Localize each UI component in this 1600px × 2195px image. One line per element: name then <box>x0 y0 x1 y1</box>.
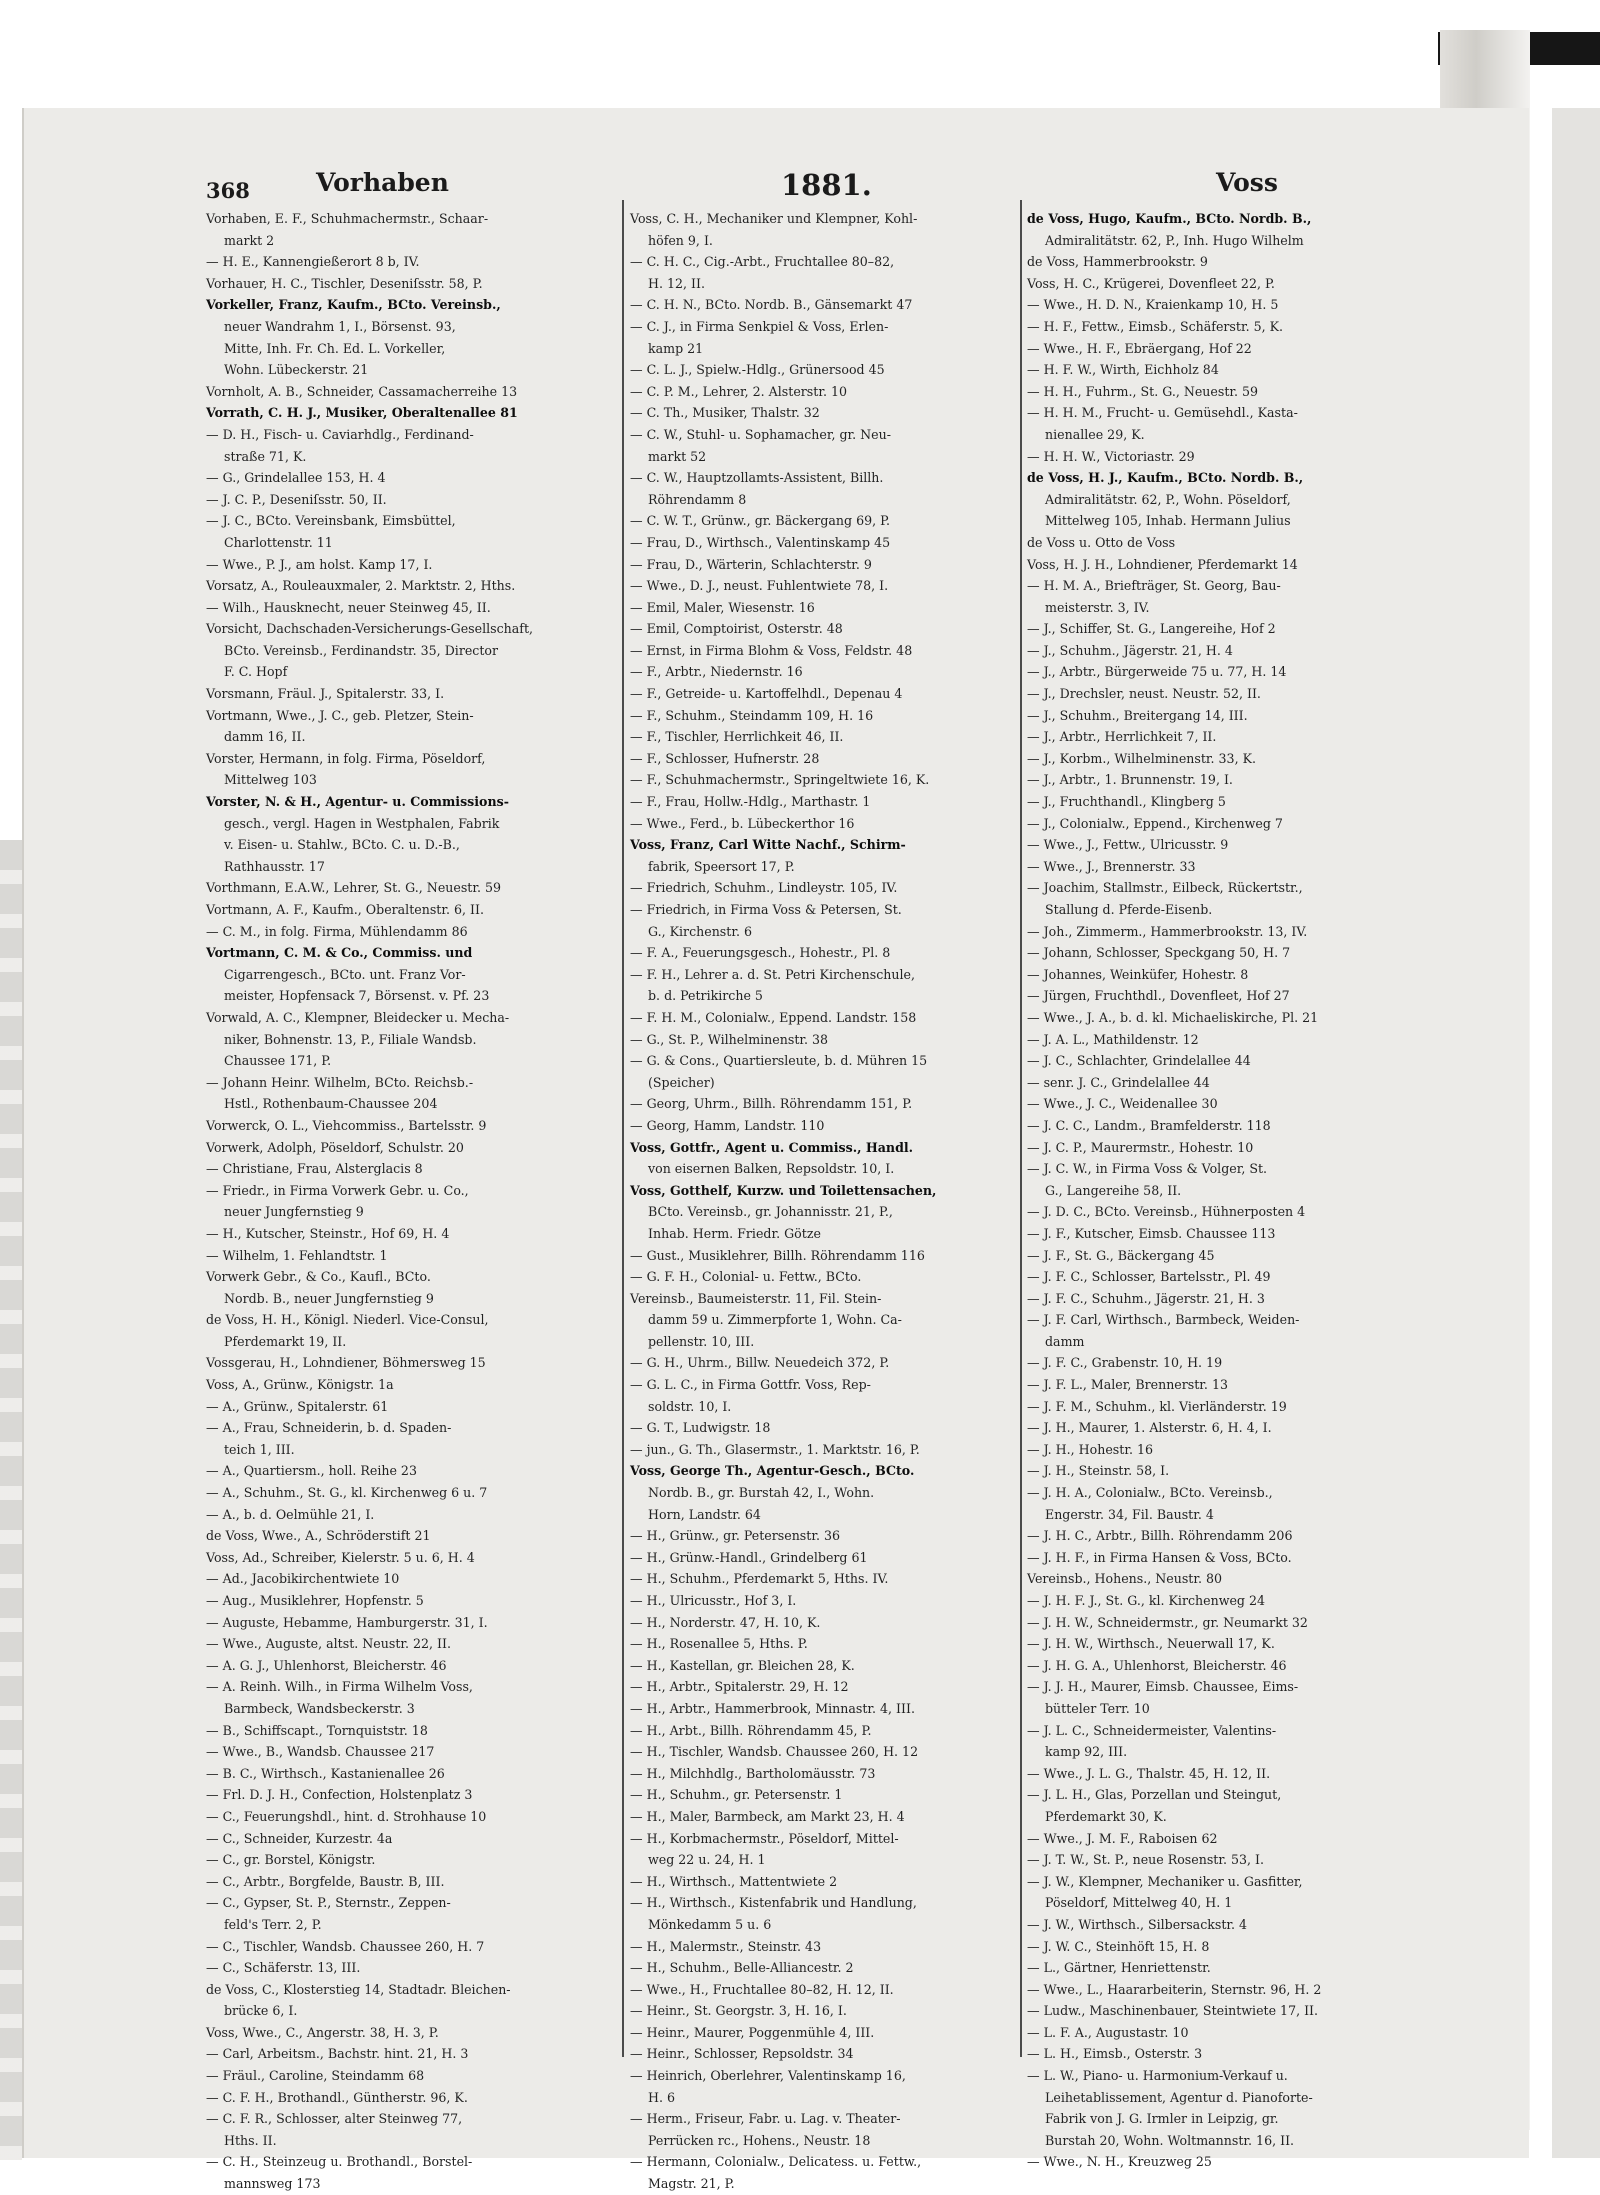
directory-entry: Voss, A., Grünw., Königstr. 1a <box>206 1377 394 1393</box>
directory-entry: pellenstr. 10, III. <box>648 1333 755 1349</box>
directory-entry: Vorkeller, Franz, Kaufm., BCto. Vereinsb., <box>206 297 501 313</box>
directory-entry: Voss, Wwe., C., Angerstr. 38, H. 3, P. <box>206 2024 439 2040</box>
directory-entry: Mittelweg 105, Inhab. Hermann Julius <box>1045 513 1291 529</box>
directory-entry: — C., gr. Borstel, Königstr. <box>206 1852 376 1868</box>
directory-entry: — J. W., Klempner, Mechaniker u. Gasfitter, <box>1027 1873 1303 1889</box>
directory-entry: — H., Malermstr., Steinstr. 43 <box>630 1938 822 1954</box>
directory-entry: — C. Th., Musiker, Thalstr. 32 <box>630 405 820 421</box>
directory-entry: — senr. J. C., Grindelallee 44 <box>1027 1074 1210 1090</box>
directory-entry: de Voss, Hugo, Kaufm., BCto. Nordb. B., <box>1027 211 1312 226</box>
directory-entry: fabrik, Speersort 17, P. <box>648 858 795 874</box>
directory-entry: — A., Grünw., Spitalerstr. 61 <box>206 1398 389 1414</box>
directory-entry: G., Langereihe 58, II. <box>1045 1182 1182 1198</box>
directory-entry: Cigarrengesch., BCto. unt. Franz Vor- <box>224 966 466 982</box>
directory-entry: — F., Tischler, Herrlichkeit 46, II. <box>630 729 844 745</box>
directory-entry: Voss, Franz, Carl Witte Nachf., Schirm- <box>630 837 906 853</box>
directory-entry: markt 2 <box>224 232 275 248</box>
directory-entry: — Wwe., J. A., b. d. kl. Michaeliskirche, Pl. 21 <box>1027 1009 1319 1025</box>
directory-entry: Vorsicht, Dachschaden-Versicherungs-Gesellschaft, <box>206 621 534 637</box>
page-header <box>206 168 1426 208</box>
directory-entry: — C. W. T., Grünw., gr. Bäckergang 69, P. <box>630 513 891 529</box>
directory-entry: — C. H., Steinzeug u. Brothandl., Borstel- <box>206 2154 473 2170</box>
directory-entry: — C. W., Stuhl- u. Sophamacher, gr. Neu- <box>630 426 891 442</box>
directory-entry: — J. D. C., BCto. Vereinsb., Hühnerposten 4 <box>1027 1204 1306 1220</box>
directory-entry: Perrücken rc., Hohens., Neustr. 18 <box>648 2132 871 2148</box>
directory-entry: — J. A. L., Mathildenstr. 12 <box>1027 1031 1199 1047</box>
directory-entry: Hstl., Rothenbaum-Chaussee 204 <box>224 1096 438 1112</box>
directory-entry: — C. P. M., Lehrer, 2. Alsterstr. 10 <box>630 383 847 399</box>
directory-entry: — Wwe., H. D. N., Kraienkamp 10, H. 5 <box>1027 297 1279 313</box>
directory-entry: — J. F. C., Schuhm., Jägerstr. 21, H. 3 <box>1027 1290 1265 1306</box>
directory-entry: damm 16, II. <box>224 729 306 745</box>
directory-entry: — A. Reinh. Wilh., in Firma Wilhelm Voss, <box>206 1679 473 1695</box>
directory-entry: — J. C. W., in Firma Voss & Volger, St. <box>1027 1161 1268 1177</box>
directory-entry: Voss, H. C., Krügerei, Dovenfleet 22, P. <box>1027 275 1275 291</box>
directory-entry: de Voss, Wwe., A., Schröderstift 21 <box>206 1528 431 1544</box>
directory-entry: — J., Schiffer, St. G., Langereihe, Hof 2 <box>1027 621 1276 637</box>
directory-entry: — H., Kutscher, Steinstr., Hof 69, H. 4 <box>206 1225 450 1241</box>
directory-entry: Leihetablissement, Agentur d. Pianoforte- <box>1045 2089 1313 2105</box>
directory-entry: — Christiane, Frau, Alsterglacis 8 <box>206 1161 423 1177</box>
directory-entry: — Wwe., J. L. G., Thalstr. 45, H. 12, II. <box>1027 1765 1271 1781</box>
directory-entry: Engerstr. 34, Fil. Baustr. 4 <box>1045 1506 1214 1522</box>
directory-entry: — G. T., Ludwigstr. 18 <box>630 1420 771 1436</box>
directory-entry: Vorster, Hermann, in folg. Firma, Pöseldorf, <box>206 750 486 766</box>
directory-entry: — Jürgen, Fruchthdl., Dovenfleet, Hof 27 <box>1027 988 1290 1004</box>
directory-entry: — H., Schuhm., gr. Petersenstr. 1 <box>630 1787 843 1803</box>
directory-entry: — J. W. C., Steinhöft 15, H. 8 <box>1027 1938 1210 1954</box>
directory-entry: — Wwe., B., Wandsb. Chaussee 217 <box>206 1744 435 1760</box>
directory-entry: — H., Ulricusstr., Hof 3, I. <box>630 1593 797 1608</box>
directory-entry: Horn, Landstr. 64 <box>648 1506 761 1522</box>
directory-entry: Vorwerk, Adolph, Pöseldorf, Schulstr. 20 <box>206 1139 464 1155</box>
directory-entry: Mönkedamm 5 u. 6 <box>648 1916 772 1932</box>
directory-entry: — Carl, Arbeitsm., Bachstr. hint. 21, H. 3 <box>206 2046 469 2062</box>
directory-entry: niker, Bohnenstr. 13, P., Filiale Wandsb. <box>224 1031 477 1047</box>
directory-entry: — D. H., Fisch- u. Caviarhdlg., Ferdinand- <box>206 426 474 442</box>
directory-entry: — C. J., in Firma Senkpiel & Voss, Erlen- <box>630 318 889 334</box>
directory-entry: — C., Schneider, Kurzestr. 4a <box>206 1830 393 1846</box>
directory-entry: — Friedr., in Firma Vorwerk Gebr. u. Co., <box>206 1182 469 1198</box>
directory-entry: — Heinr., St. Georgstr. 3, H. 16, I. <box>630 2003 847 2019</box>
directory-entry: Inhab. Herm. Friedr. Götze <box>648 1225 821 1241</box>
directory-entry: Vorster, N. & H., Agentur- u. Commissions- <box>206 794 509 810</box>
directory-entry: — C., Feuerungshdl., hint. d. Strohhause 10 <box>206 1808 487 1824</box>
directory-entry: — Georg, Hamm, Landstr. 110 <box>630 1117 825 1133</box>
directory-column-2 <box>630 208 1050 2192</box>
directory-entry: — J. H. A., Colonialw., BCto. Vereinsb., <box>1027 1485 1273 1501</box>
directory-entry: — Wwe., J., Brennerstr. 33 <box>1027 858 1196 874</box>
directory-entry: Voss, Gotthelf, Kurzw. und Toilettensachen, <box>630 1182 937 1198</box>
directory-entry: — Johann Heinr. Wilhelm, BCto. Reichsb.- <box>206 1074 474 1090</box>
directory-entry: damm 59 u. Zimmerpforte 1, Wohn. Ca- <box>648 1312 902 1328</box>
directory-entry: — C., Arbtr., Borgfelde, Baustr. B, III. <box>206 1873 445 1889</box>
directory-entry: — H., Wirthsch., Mattentwiete 2 <box>630 1873 838 1889</box>
directory-entry: — Wwe., J. C., Weidenallee 30 <box>1027 1096 1218 1112</box>
directory-entry: — Hermann, Colonialw., Delicatess. u. Fettw., <box>630 2154 922 2170</box>
running-head-last-name: Voss <box>1216 168 1278 197</box>
directory-entry: — J. F. Carl, Wirthsch., Barmbeck, Weiden- <box>1027 1312 1300 1328</box>
directory-entry: — J. C. P., Deseniſsstr. 50, II. <box>206 491 387 507</box>
directory-entry: — H., Arbt., Billh. Röhrendamm 45, P. <box>630 1722 872 1738</box>
directory-entry: — J. F., Kutscher, Eimsb. Chaussee 113 <box>1027 1225 1276 1241</box>
directory-entry: — H. E., Kannengießerort 8 b, IV. <box>206 254 420 270</box>
directory-entry: Voss, H. J. H., Lohndiener, Pferdemarkt 14 <box>1027 556 1298 572</box>
directory-entry: — F., Getreide- u. Kartoffelhdl., Depenau 4 <box>630 686 903 702</box>
directory-entry: — J. H. G. A., Uhlenhorst, Bleicherstr. 46 <box>1027 1657 1287 1673</box>
directory-entry: — J. C. C., Landm., Bramfelderstr. 118 <box>1027 1117 1271 1133</box>
directory-entry: Vornholt, A. B., Schneider, Cassamacherreihe 13 <box>206 383 518 399</box>
directory-entry: — J. H. W., Wirthsch., Neuerwall 17, K. <box>1027 1636 1275 1652</box>
directory-entry: — H. F., Fettw., Eimsb., Schäferstr. 5, K. <box>1027 318 1284 334</box>
directory-entry: — G. F. H., Colonial- u. Fettw., BCto. <box>630 1269 862 1285</box>
directory-entry: Vereinsb., Hohens., Neustr. 80 <box>1027 1571 1223 1587</box>
directory-entry: — G. L. C., in Firma Gottfr. Voss, Rep- <box>630 1377 871 1393</box>
directory-entry: Vorhaben, E. F., Schuhmachermstr., Schaar- <box>206 211 489 226</box>
directory-entry: — J., Fruchthandl., Klingberg 5 <box>1027 794 1226 810</box>
directory-entry: — J. W., Wirthsch., Silbersackstr. 4 <box>1027 1916 1248 1932</box>
directory-entry: — J. H., Maurer, 1. Alsterstr. 6, H. 4, I. <box>1027 1420 1272 1436</box>
directory-entry: Mitte, Inh. Fr. Ch. Ed. L. Vorkeller, <box>224 340 446 356</box>
directory-entry: meister, Hopfensack 7, Börsenst. v. Pf. 23 <box>224 988 490 1004</box>
directory-entry: — Friedrich, in Firma Voss & Petersen, St. <box>630 902 902 917</box>
directory-entry: Vereinsb., Baumeisterstr. 11, Fil. Stein- <box>630 1290 882 1306</box>
directory-entry: Vorwerck, O. L., Viehcommiss., Bartelsstr. 9 <box>206 1117 487 1133</box>
running-head-first-name: Vorhaben <box>316 168 449 197</box>
directory-entry: — H., Schuhm., Pferdemarkt 5, Hths. IV. <box>630 1571 889 1587</box>
directory-entry: BCto. Vereinsb., Ferdinandstr. 35, Director <box>224 642 499 658</box>
directory-entry: Pöseldorf, Mittelweg 40, H. 1 <box>1045 1895 1233 1911</box>
directory-entry: — H. M. A., Briefträger, St. Georg, Bau- <box>1027 578 1281 594</box>
directory-entry: — H., Schuhm., Belle-Alliancestr. 2 <box>630 1960 854 1976</box>
directory-entry: — G., St. P., Wilhelminenstr. 38 <box>630 1031 829 1047</box>
directory-entry: teich 1, III. <box>224 1441 295 1457</box>
directory-entry: — H. H. W., Victoriastr. 29 <box>1027 448 1195 464</box>
directory-column-1 <box>206 208 626 2192</box>
directory-entry: — J. H. C., Arbtr., Billh. Röhrendamm 206 <box>1027 1528 1293 1544</box>
directory-entry: de Voss, H. J., Kaufm., BCto. Nordb. B., <box>1027 470 1304 486</box>
directory-entry: — F. H., Lehrer a. d. St. Petri Kirchenschule, <box>630 966 915 982</box>
directory-entry: — Georg, Uhrm., Billh. Röhrendamm 151, P. <box>630 1096 913 1112</box>
directory-entry: Rathhausstr. 17 <box>224 858 325 874</box>
directory-entry: kamp 92, III. <box>1045 1744 1128 1760</box>
directory-entry: — B., Schiffscapt., Tornquiststr. 18 <box>206 1722 428 1738</box>
directory-entry: — J. T. W., St. P., neue Rosenstr. 53, I. <box>1027 1852 1265 1868</box>
directory-entry: — H., Rosenallee 5, Hths. P. <box>630 1636 808 1652</box>
directory-entry: — J. F. C., Schlosser, Bartelsstr., Pl. 49 <box>1027 1269 1271 1285</box>
directory-entry: — F., Schlosser, Hufnerstr. 28 <box>630 750 820 766</box>
directory-entry: — C., Schäferstr. 13, III. <box>206 1960 361 1976</box>
directory-entry: Vorsmann, Fräul. J., Spitalerstr. 33, I. <box>206 686 445 702</box>
directory-entry: — Wwe., Ferd., b. Lübeckerthor 16 <box>630 815 855 831</box>
directory-entry: Charlottenstr. 11 <box>224 534 333 550</box>
directory-entry: — H., Kastellan, gr. Bleichen 28, K. <box>630 1657 855 1673</box>
directory-entry: — F., Schuhmachermstr., Springeltwiete 16, K. <box>630 772 930 788</box>
directory-entry: — Wwe., N. H., Kreuzweg 25 <box>1027 2154 1212 2170</box>
directory-entry: — Wilh., Hausknecht, neuer Steinweg 45, II. <box>206 599 491 615</box>
directory-entry: Admiralitätstr. 62, P., Inh. Hugo Wilhelm <box>1045 232 1304 248</box>
directory-entry: Voss, C. H., Mechaniker und Klempner, Kohl- <box>630 211 918 226</box>
scan-margin-top <box>0 0 1600 32</box>
directory-entry: — Fräul., Caroline, Steindamm 68 <box>206 2068 425 2084</box>
directory-entry: soldstr. 10, I. <box>648 1398 732 1414</box>
directory-entry: — J. C., Schlachter, Grindelallee 44 <box>1027 1053 1251 1069</box>
directory-entry: — H., Milchhdlg., Bartholomäusstr. 73 <box>630 1765 876 1781</box>
directory-entry: — Wwe., Auguste, altst. Neustr. 22, II. <box>206 1636 452 1652</box>
directory-entry: — J. H. F., in Firma Hansen & Voss, BCto. <box>1027 1549 1292 1565</box>
directory-entry: — J., Drechsler, neust. Neustr. 52, II. <box>1027 686 1261 702</box>
directory-entry: Wohn. Lübeckerstr. 21 <box>224 362 369 378</box>
directory-entry: Nordb. B., gr. Burstah 42, I., Wohn. <box>648 1485 875 1501</box>
directory-entry: höfen 9, I. <box>648 232 713 248</box>
directory-entry: gesch., vergl. Hagen in Westphalen, Fabrik <box>224 815 500 831</box>
directory-entry: — J., Colonialw., Eppend., Kirchenweg 7 <box>1027 815 1283 831</box>
directory-entry: Chaussee 171, P. <box>224 1053 332 1069</box>
directory-entry: — G. & Cons., Quartiersleute, b. d. Mühren 15 <box>630 1053 928 1069</box>
directory-entry: Vorsatz, A., Rouleauxmaler, 2. Marktstr. 2, Hths. <box>206 578 516 594</box>
directory-entry: Admiralitätstr. 62, P., Wohn. Pöseldorf, <box>1045 491 1291 507</box>
directory-entry: BCto. Vereinsb., gr. Johannisstr. 21, P., <box>648 1204 893 1220</box>
directory-entry: — H., Tischler, Wandsb. Chaussee 260, H. 12 <box>630 1744 919 1760</box>
directory-entry: — B. C., Wirthsch., Kastanienallee 26 <box>206 1765 445 1781</box>
directory-entry: — L. F. A., Augustastr. 10 <box>1027 2024 1189 2040</box>
directory-entry: — F., Frau, Hollw.-Hdlg., Marthastr. 1 <box>630 794 871 810</box>
directory-entry: Pferdemarkt 19, II. <box>224 1333 347 1349</box>
directory-entry: — Ludw., Maschinenbauer, Steintwiete 17, II. <box>1027 2003 1319 2019</box>
directory-entry: — J. C., BCto. Vereinsbank, Eimsbüttel, <box>206 513 456 529</box>
directory-entry: — H., Norderstr. 47, H. 10, K. <box>630 1614 821 1630</box>
directory-entry: — L. W., Piano- u. Harmonium-Verkauf u. <box>1027 2068 1288 2084</box>
directory-entry: — C. F. H., Brothandl., Güntherstr. 96, K. <box>206 2089 468 2105</box>
directory-entry: G., Kirchenstr. 6 <box>648 923 752 939</box>
directory-entry: Nordb. B., neuer Jungfernstieg 9 <box>224 1290 434 1306</box>
directory-entry: — Emil, Comptoirist, Osterstr. 48 <box>630 621 843 637</box>
directory-entry: — Wwe., H., Fruchtallee 80–82, H. 12, II. <box>630 1981 894 1997</box>
directory-entry: Röhrendamm 8 <box>648 491 747 507</box>
directory-entry: — F., Arbtr., Niedernstr. 16 <box>630 664 803 680</box>
directory-entry: — F., Schuhm., Steindamm 109, H. 16 <box>630 707 874 723</box>
directory-entry: — Frl. D. J. H., Confection, Holstenplatz 3 <box>206 1787 473 1803</box>
directory-entry: — Frau, D., Wärterin, Schlachterstr. 9 <box>630 556 872 572</box>
directory-entry: — Johannes, Weinküfer, Hohestr. 8 <box>1027 966 1249 982</box>
directory-entry: — J. F. L., Maler, Brennerstr. 13 <box>1027 1377 1228 1393</box>
directory-entry: — J., Arbtr., Herrlichkeit 7, II. <box>1027 729 1217 745</box>
directory-entry: — J. F., St. G., Bäckergang 45 <box>1027 1247 1215 1263</box>
directory-entry: — Wwe., D. J., neust. Fuhlentwiete 78, I. <box>630 578 889 594</box>
directory-entry: — C. M., in folg. Firma, Mühlendamm 86 <box>206 923 468 939</box>
directory-entry: Burstah 20, Wohn. Woltmannstr. 16, II. <box>1045 2132 1295 2148</box>
directory-entry: — Heinr., Maurer, Poggenmühle 4, III. <box>630 2024 875 2040</box>
directory-entry: — H., Maler, Barmbeck, am Markt 23, H. 4 <box>630 1808 905 1824</box>
directory-entry: Vossgerau, H., Lohndiener, Böhmersweg 15 <box>206 1355 486 1371</box>
directory-entry: — J. H. F. J., St. G., kl. Kirchenweg 24 <box>1027 1593 1266 1608</box>
directory-entry: Vortmann, Wwe., J. C., geb. Pletzer, Stein- <box>206 707 474 723</box>
directory-entry: — H., Korbmachermstr., Pöseldorf, Mittel- <box>630 1830 899 1846</box>
directory-entry: — A., Quartiersm., holl. Reihe 23 <box>206 1463 417 1479</box>
directory-entry: — J., Schuhm., Breitergang 14, III. <box>1027 707 1248 723</box>
directory-entry: (Speicher) <box>648 1074 715 1090</box>
directory-entry: Mittelweg 103 <box>224 772 317 788</box>
directory-entry: b. d. Petrikirche 5 <box>648 988 763 1004</box>
directory-entry: Vorthmann, E.A.W., Lehrer, St. G., Neuestr. 59 <box>206 880 502 896</box>
directory-entry: — J. H., Steinstr. 58, I. <box>1027 1463 1170 1479</box>
directory-entry: F. C. Hopf <box>224 664 288 680</box>
adjacent-page-edge <box>1552 108 1600 2158</box>
directory-entry: — C. H. N., BCto. Nordb. B., Gänsemarkt 47 <box>630 297 913 313</box>
directory-entry: — Wwe., H. F., Ebräergang, Hof 22 <box>1027 340 1252 356</box>
directory-entry: — Joh., Zimmerm., Hammerbrookstr. 13, IV. <box>1027 923 1308 939</box>
directory-entry: — H., Arbtr., Hammerbrook, Minnastr. 4, III. <box>630 1700 915 1716</box>
directory-entry: de Voss u. Otto de Voss <box>1027 534 1176 550</box>
directory-entry: — L., Gärtner, Henriettenstr. <box>1027 1960 1211 1976</box>
directory-entry: — J. L. C., Schneidermeister, Valentins- <box>1027 1722 1277 1738</box>
directory-entry: — A., b. d. Oelmühle 21, I. <box>206 1506 375 1522</box>
directory-entry: de Voss, Hammerbrookstr. 9 <box>1027 254 1208 270</box>
directory-entry: — Frau, D., Wirthsch., Valentinskamp 45 <box>630 534 891 550</box>
directory-entry: — jun., G. Th., Glasermstr., 1. Marktstr. 16, P. <box>630 1441 920 1457</box>
directory-entry: — A., Schuhm., St. G., kl. Kirchenweg 6 u. 7 <box>206 1485 488 1501</box>
directory-entry: weg 22 u. 24, H. 1 <box>648 1852 766 1868</box>
directory-entry: Magstr. 21, P. <box>648 2176 735 2192</box>
directory-entry: Hths. II. <box>224 2132 277 2148</box>
directory-entry: bütteler Terr. 10 <box>1045 1700 1150 1716</box>
directory-entry: — H., Grünw.-Handl., Grindelberg 61 <box>630 1549 868 1565</box>
directory-entry: kamp 21 <box>648 340 704 356</box>
directory-entry: — J. L. H., Glas, Porzellan und Steingut, <box>1027 1787 1282 1803</box>
directory-entry: Barmbeck, Wandsbeckerstr. 3 <box>224 1700 415 1716</box>
directory-entry: — J. H. W., Schneidermstr., gr. Neumarkt 32 <box>1027 1614 1308 1630</box>
directory-entry: — Gust., Musiklehrer, Billh. Röhrendamm 116 <box>630 1247 925 1263</box>
directory-entry: — Joachim, Stallmstr., Eilbeck, Rückertstr., <box>1027 880 1303 896</box>
directory-entry: Stallung d. Pferde-Eisenb. <box>1045 902 1213 917</box>
directory-entry: Vorhauer, H. C., Tischler, Deseniſsstr. 58, P. <box>206 275 483 291</box>
directory-entry: Voss, George Th., Agentur-Gesch., BCto. <box>630 1463 915 1479</box>
directory-entry: — H., Arbtr., Spitalerstr. 29, H. 12 <box>630 1679 849 1695</box>
directory-entry: H. 6 <box>648 2089 676 2105</box>
directory-year: 1881. <box>781 168 872 202</box>
directory-entry: — Emil, Maler, Wiesenstr. 16 <box>630 599 815 615</box>
directory-entry: — H. H., Fuhrm., St. G., Neuestr. 59 <box>1027 383 1259 399</box>
directory-entry: Voss, Ad., Schreiber, Kielerstr. 5 u. 6, H. 4 <box>206 1549 475 1565</box>
directory-entry: nienallee 29, K. <box>1045 426 1145 442</box>
directory-entry: Fabrik von J. G. Irmler in Leipzig, gr. <box>1045 2111 1279 2127</box>
directory-entry: — J. J. H., Maurer, Eimsb. Chaussee, Eims- <box>1027 1679 1299 1695</box>
directory-entry: — J., Schuhm., Jägerstr. 21, H. 4 <box>1027 642 1233 658</box>
directory-column-3 <box>1027 208 1447 2170</box>
directory-entry: — H. H. M., Frucht- u. Gemüsehdl., Kasta- <box>1027 405 1298 421</box>
directory-entry: von eisernen Balken, Repsoldstr. 10, I. <box>648 1161 895 1177</box>
directory-entry: — H., Grünw., gr. Petersenstr. 36 <box>630 1528 841 1544</box>
bleed-through-edge <box>0 840 22 2160</box>
directory-entry: — Heinrich, Oberlehrer, Valentinskamp 16, <box>630 2068 906 2084</box>
directory-entry: — C. F. R., Schlosser, alter Steinweg 77, <box>206 2111 463 2127</box>
directory-entry: Vorwald, A. C., Klempner, Bleidecker u. Mecha- <box>206 1009 510 1025</box>
directory-entry: H. 12, II. <box>648 275 705 291</box>
directory-entry: — G., Grindelallee 153, H. 4 <box>206 470 386 486</box>
directory-entry: — Ernst, in Firma Blohm & Voss, Feldstr. 48 <box>630 642 913 658</box>
directory-entry: Vortmann, C. M. & Co., Commiss. und <box>206 945 473 961</box>
directory-entry: — Ad., Jacobikirchentwiete 10 <box>206 1571 400 1587</box>
directory-entry: Vorwerk Gebr., & Co., Kaufl., BCto. <box>206 1269 431 1285</box>
directory-entry: neuer Jungfernstieg 9 <box>224 1204 364 1220</box>
directory-entry: damm <box>1045 1333 1085 1349</box>
directory-entry: mannsweg 173 <box>224 2176 321 2192</box>
directory-entry: — C. W., Hauptzollamts-Assistent, Billh. <box>630 470 884 486</box>
directory-entry: — Auguste, Hebamme, Hamburgerstr. 31, I. <box>206 1614 488 1630</box>
directory-entry: — C. L. J., Spielw.-Hdlg., Grünersood 45 <box>630 362 885 378</box>
directory-entry: meisterstr. 3, IV. <box>1045 599 1150 615</box>
directory-entry: — J. F. C., Grabenstr. 10, H. 19 <box>1027 1355 1223 1371</box>
directory-entry: straße 71, K. <box>224 448 307 464</box>
directory-entry: — Heinr., Schlosser, Repsoldstr. 34 <box>630 2046 854 2062</box>
directory-entry: — J. C. P., Maurermstr., Hohestr. 10 <box>1027 1139 1254 1155</box>
directory-entry: — Wwe., L., Haararbeiterin, Sternstr. 96, H. 2 <box>1027 1981 1322 1997</box>
directory-entry: — Aug., Musiklehrer, Hopfenstr. 5 <box>206 1593 424 1608</box>
directory-entry: — J. F. M., Schuhm., kl. Vierländerstr. 19 <box>1027 1398 1287 1414</box>
directory-entry: — Johann, Schlosser, Speckgang 50, H. 7 <box>1027 945 1291 961</box>
directory-entry: — A. G. J., Uhlenhorst, Bleicherstr. 46 <box>206 1657 447 1673</box>
directory-entry: — Wwe., P. J., am holst. Kamp 17, I. <box>206 556 433 572</box>
directory-entry: — Wilhelm, 1. Fehlandtstr. 1 <box>206 1247 388 1263</box>
directory-entry: neuer Wandrahm 1, I., Börsenst. 93, <box>224 318 456 334</box>
directory-entry: — J., Korbm., Wilhelminenstr. 33, K. <box>1027 750 1256 766</box>
directory-entry: — C. H. C., Cig.-Arbt., Fruchtallee 80–82, <box>630 254 895 270</box>
directory-entry: — Herm., Friseur, Fabr. u. Lag. v. Theater- <box>630 2111 901 2127</box>
directory-entry: — G. H., Uhrm., Billw. Neuedeich 372, P. <box>630 1355 890 1371</box>
directory-entry: Pferdemarkt 30, K. <box>1045 1808 1167 1824</box>
directory-entry: — L. H., Eimsb., Osterstr. 3 <box>1027 2046 1203 2062</box>
directory-entry: — Wwe., J. M. F., Raboisen 62 <box>1027 1830 1218 1846</box>
directory-entry: v. Eisen- u. Stahlw., BCto. C. u. D.-B., <box>224 837 460 853</box>
directory-entry: Voss, Gottfr., Agent u. Commiss., Handl. <box>630 1139 914 1155</box>
page-number: 368 <box>206 178 250 203</box>
directory-entry: — C., Tischler, Wandsb. Chaussee 260, H. 7 <box>206 1938 485 1954</box>
directory-entry: brücke 6, I. <box>224 2003 298 2019</box>
directory-entry: — Wwe., J., Fettw., Ulricusstr. 9 <box>1027 837 1229 853</box>
directory-entry: Vorrath, C. H. J., Musiker, Oberaltenallee 81 <box>206 405 518 421</box>
directory-entry: — H. F. W., Wirth, Eichholz 84 <box>1027 362 1219 378</box>
directory-entry: — J., Arbtr., 1. Brunnenstr. 19, I. <box>1027 772 1233 788</box>
directory-entry: de Voss, C., Klosterstieg 14, Stadtadr. Bleichen- <box>206 1981 511 1997</box>
directory-entry: Vortmann, A. F., Kaufm., Oberaltenstr. 6, II. <box>206 902 484 917</box>
directory-entry: — Friedrich, Schuhm., Lindleystr. 105, IV. <box>630 880 898 896</box>
directory-entry: de Voss, H. H., Königl. Niederl. Vice-Consul, <box>206 1312 489 1328</box>
directory-entry: — F. A., Feuerungsgesch., Hohestr., Pl. 8 <box>630 945 891 961</box>
directory-entry: — F. H. M., Colonialw., Eppend. Landstr. 158 <box>630 1009 917 1025</box>
directory-entry: feld's Terr. 2, P. <box>224 1916 322 1932</box>
directory-entry: — H., Wirthsch., Kistenfabrik und Handlung, <box>630 1895 917 1911</box>
directory-entry: markt 52 <box>648 448 707 464</box>
directory-entry: — J., Arbtr., Bürgerweide 75 u. 77, H. 14 <box>1027 664 1287 680</box>
directory-entry: — A., Frau, Schneiderin, b. d. Spaden- <box>206 1420 452 1436</box>
directory-entry: — J. H., Hohestr. 16 <box>1027 1441 1153 1457</box>
directory-entry: — C., Gypser, St. P., Sternstr., Zeppen- <box>206 1895 451 1911</box>
